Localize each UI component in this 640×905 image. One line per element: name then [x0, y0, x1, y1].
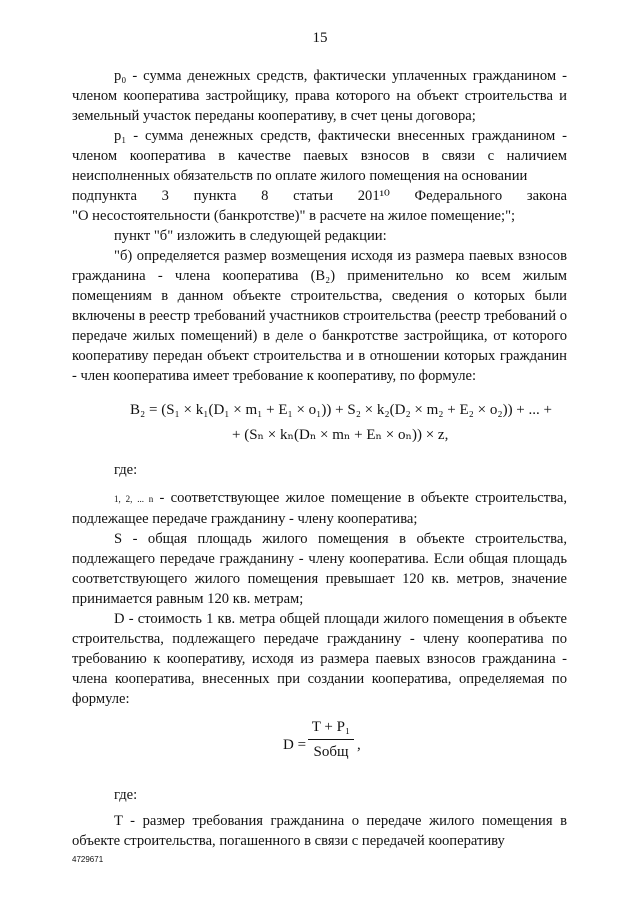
formula-d-numerator: T + P₁ [308, 717, 354, 740]
paragraph-index [72, 488, 567, 529]
paragraph-p1-law: "О несостоятельности (банкротстве)" в расчете на жилое помещение;"; [72, 208, 516, 224]
paragraph-d: D - стоимость 1 кв. метра общей площади жилого помещения в объекте строительства, подлежащего передаче гражданину - члену кооператива по требованию к кооперативу, исходя из размера паевых взносов гражданина - члена кооператива, внесенных при создании кооператива, определяемая по формуле: [72, 611, 567, 707]
paragraph-s: S - общая площадь жилого помещения в объекте строительства, подлежащего передаче гражданину - члену кооператива. Если общая площадь соответствующего жилого помещения превышает 120 кв. метров, значение принимается равным 120 кв. метрам; [72, 531, 567, 607]
item-b-text: "б) определяется размер возмещения исходя из размера паевых взносов гражданина - члена кооператива (B₂) применительно ко всем жилым помещениям в данном объекте строительства, сведения о которых были включены в реестр требований участников строительства (реестр требований о передаче жилых помещений) в деле о банкротстве застройщика, от которого кооперативу передан объект строительства и в отношении которых гражданин - член кооператива имеет требование к кооперативу, по формуле: [72, 248, 567, 384]
formula-d-fraction [308, 717, 354, 762]
formula-b2-line2: + (Sₙ × kₙ(Dₙ × mₙ + Eₙ × oₙ)) × z, [232, 427, 449, 443]
where-label-1: где: [114, 462, 138, 478]
paragraph-t: T - размер требования гражданина о передаче жилого помещения в объекте строительства, погашенного в связи с передачей кооперативу [72, 813, 567, 849]
paragraph-p1-reference: подпункта 3 пункта 8 статьи 201¹⁰ Федерального закона [72, 188, 567, 204]
document-body [72, 66, 567, 851]
where-label-2: где: [114, 787, 138, 803]
page-number: 15 [312, 30, 328, 46]
index-text: - соответствующее жилое помещение в объекте строительства, подлежащее передаче гражданину - члену кооператива; [72, 490, 567, 527]
formula-d [72, 709, 567, 773]
formula-d-comma: , [357, 737, 361, 753]
paragraph-p0: p₀ - сумма денежных средств, фактически уплаченных гражданином - членом кооператива застройщику, права которого на объект строительства и земельный участок переданы кооперативу, в счет цены договора; [72, 68, 567, 124]
document-number: 4729671 [72, 855, 104, 864]
formula-b2-line1: B₂ = (S₁ × k₁(D₁ × m₁ + E₁ × o₁)) + S₂ × k₂(D₂ × m₂ + E₂ × o₂)) + ... + [130, 402, 552, 418]
item-b-intro: пункт "б" изложить в следующей редакции: [114, 228, 387, 244]
formula-d-lhs: D = [283, 737, 307, 753]
index-label: 1, 2, ... n [114, 494, 154, 504]
formula-d-denominator: Sобщ [313, 744, 349, 760]
paragraph-p1: p₁ - сумма денежных средств, фактически внесенных гражданином - членом кооператива в качестве паевых взносов в связи с наличием неисполненных обязательств по оплате жилого помещения на основании [72, 128, 567, 184]
formula-b2 [72, 386, 567, 452]
